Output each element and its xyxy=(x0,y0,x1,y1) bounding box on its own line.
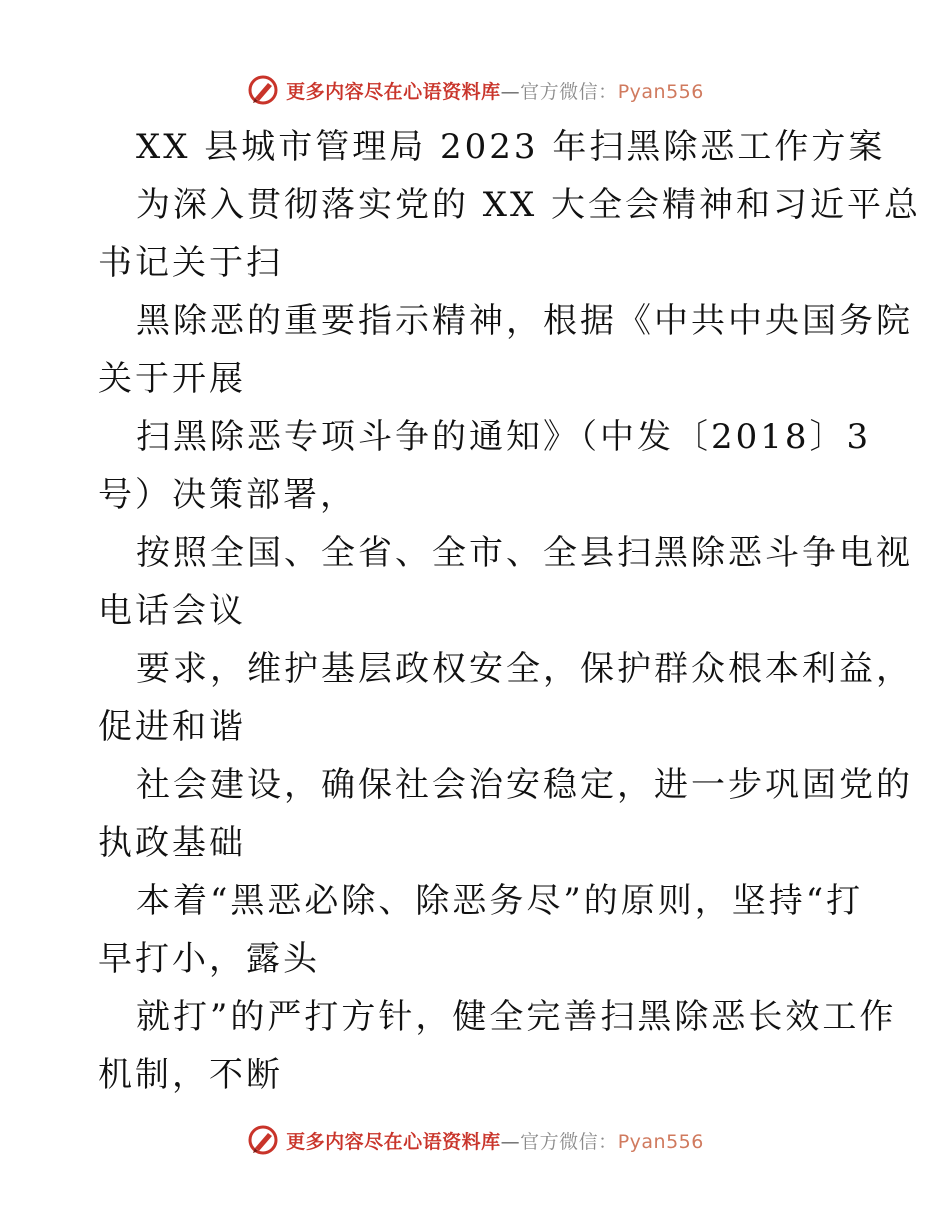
watermark-text xyxy=(286,77,704,104)
document-line: 社会建设，确保社会治安稳定，进一步巩固党的 xyxy=(136,765,913,805)
document-line: 扫黑除恶专项斗争的通知》（中发〔2018〕3 xyxy=(136,417,872,457)
document-line: 电话会议 xyxy=(98,591,246,631)
document-line: 黑除恶的重要指示精神，根据《中共中央国务院 xyxy=(136,301,913,341)
document-line: 号）决策部署， xyxy=(98,475,357,515)
document-line: 关于开展 xyxy=(98,359,246,399)
header-watermark xyxy=(0,70,950,110)
document-line: 早打小，露头 xyxy=(98,939,320,979)
document-line: 为深入贯彻落实党的 XX 大全会精神和习近平总 xyxy=(136,185,922,225)
watermark-text xyxy=(286,1127,704,1154)
watermark-code: Pyan556 xyxy=(617,1130,704,1153)
document-body xyxy=(98,118,922,1104)
document-line: 本着“黑恶必除、除恶务尽”的原则，坚持“打 xyxy=(136,881,864,921)
document-line: 机制，不断 xyxy=(98,1055,283,1095)
document-line: 按照全国、全省、全市、全县扫黑除恶斗争电视 xyxy=(136,533,913,573)
watermark-tail: 官方微信： xyxy=(520,80,618,103)
pen-logo-icon xyxy=(246,1123,280,1157)
pen-logo-icon xyxy=(246,73,280,107)
footer-watermark xyxy=(0,1120,950,1160)
watermark-tail: 官方微信： xyxy=(520,1130,618,1153)
document-line: 执政基础 xyxy=(98,823,246,863)
document-title: XX 县城市管理局 2023 年扫黑除恶工作方案 xyxy=(136,127,886,167)
document-line: 书记关于扫 xyxy=(98,243,283,283)
document-line: 就打”的严打方针，健全完善扫黑除恶长效工作 xyxy=(136,997,897,1037)
watermark-dash: — xyxy=(500,80,521,103)
watermark-lead: 更多内容尽在心语资料库 xyxy=(286,1130,501,1153)
watermark-dash: — xyxy=(500,1130,521,1153)
watermark-lead: 更多内容尽在心语资料库 xyxy=(286,80,501,103)
watermark-code: Pyan556 xyxy=(617,80,704,103)
document-line: 要求，维护基层政权安全，保护群众根本利益， xyxy=(136,649,913,689)
document-line: 促进和谐 xyxy=(98,707,246,747)
